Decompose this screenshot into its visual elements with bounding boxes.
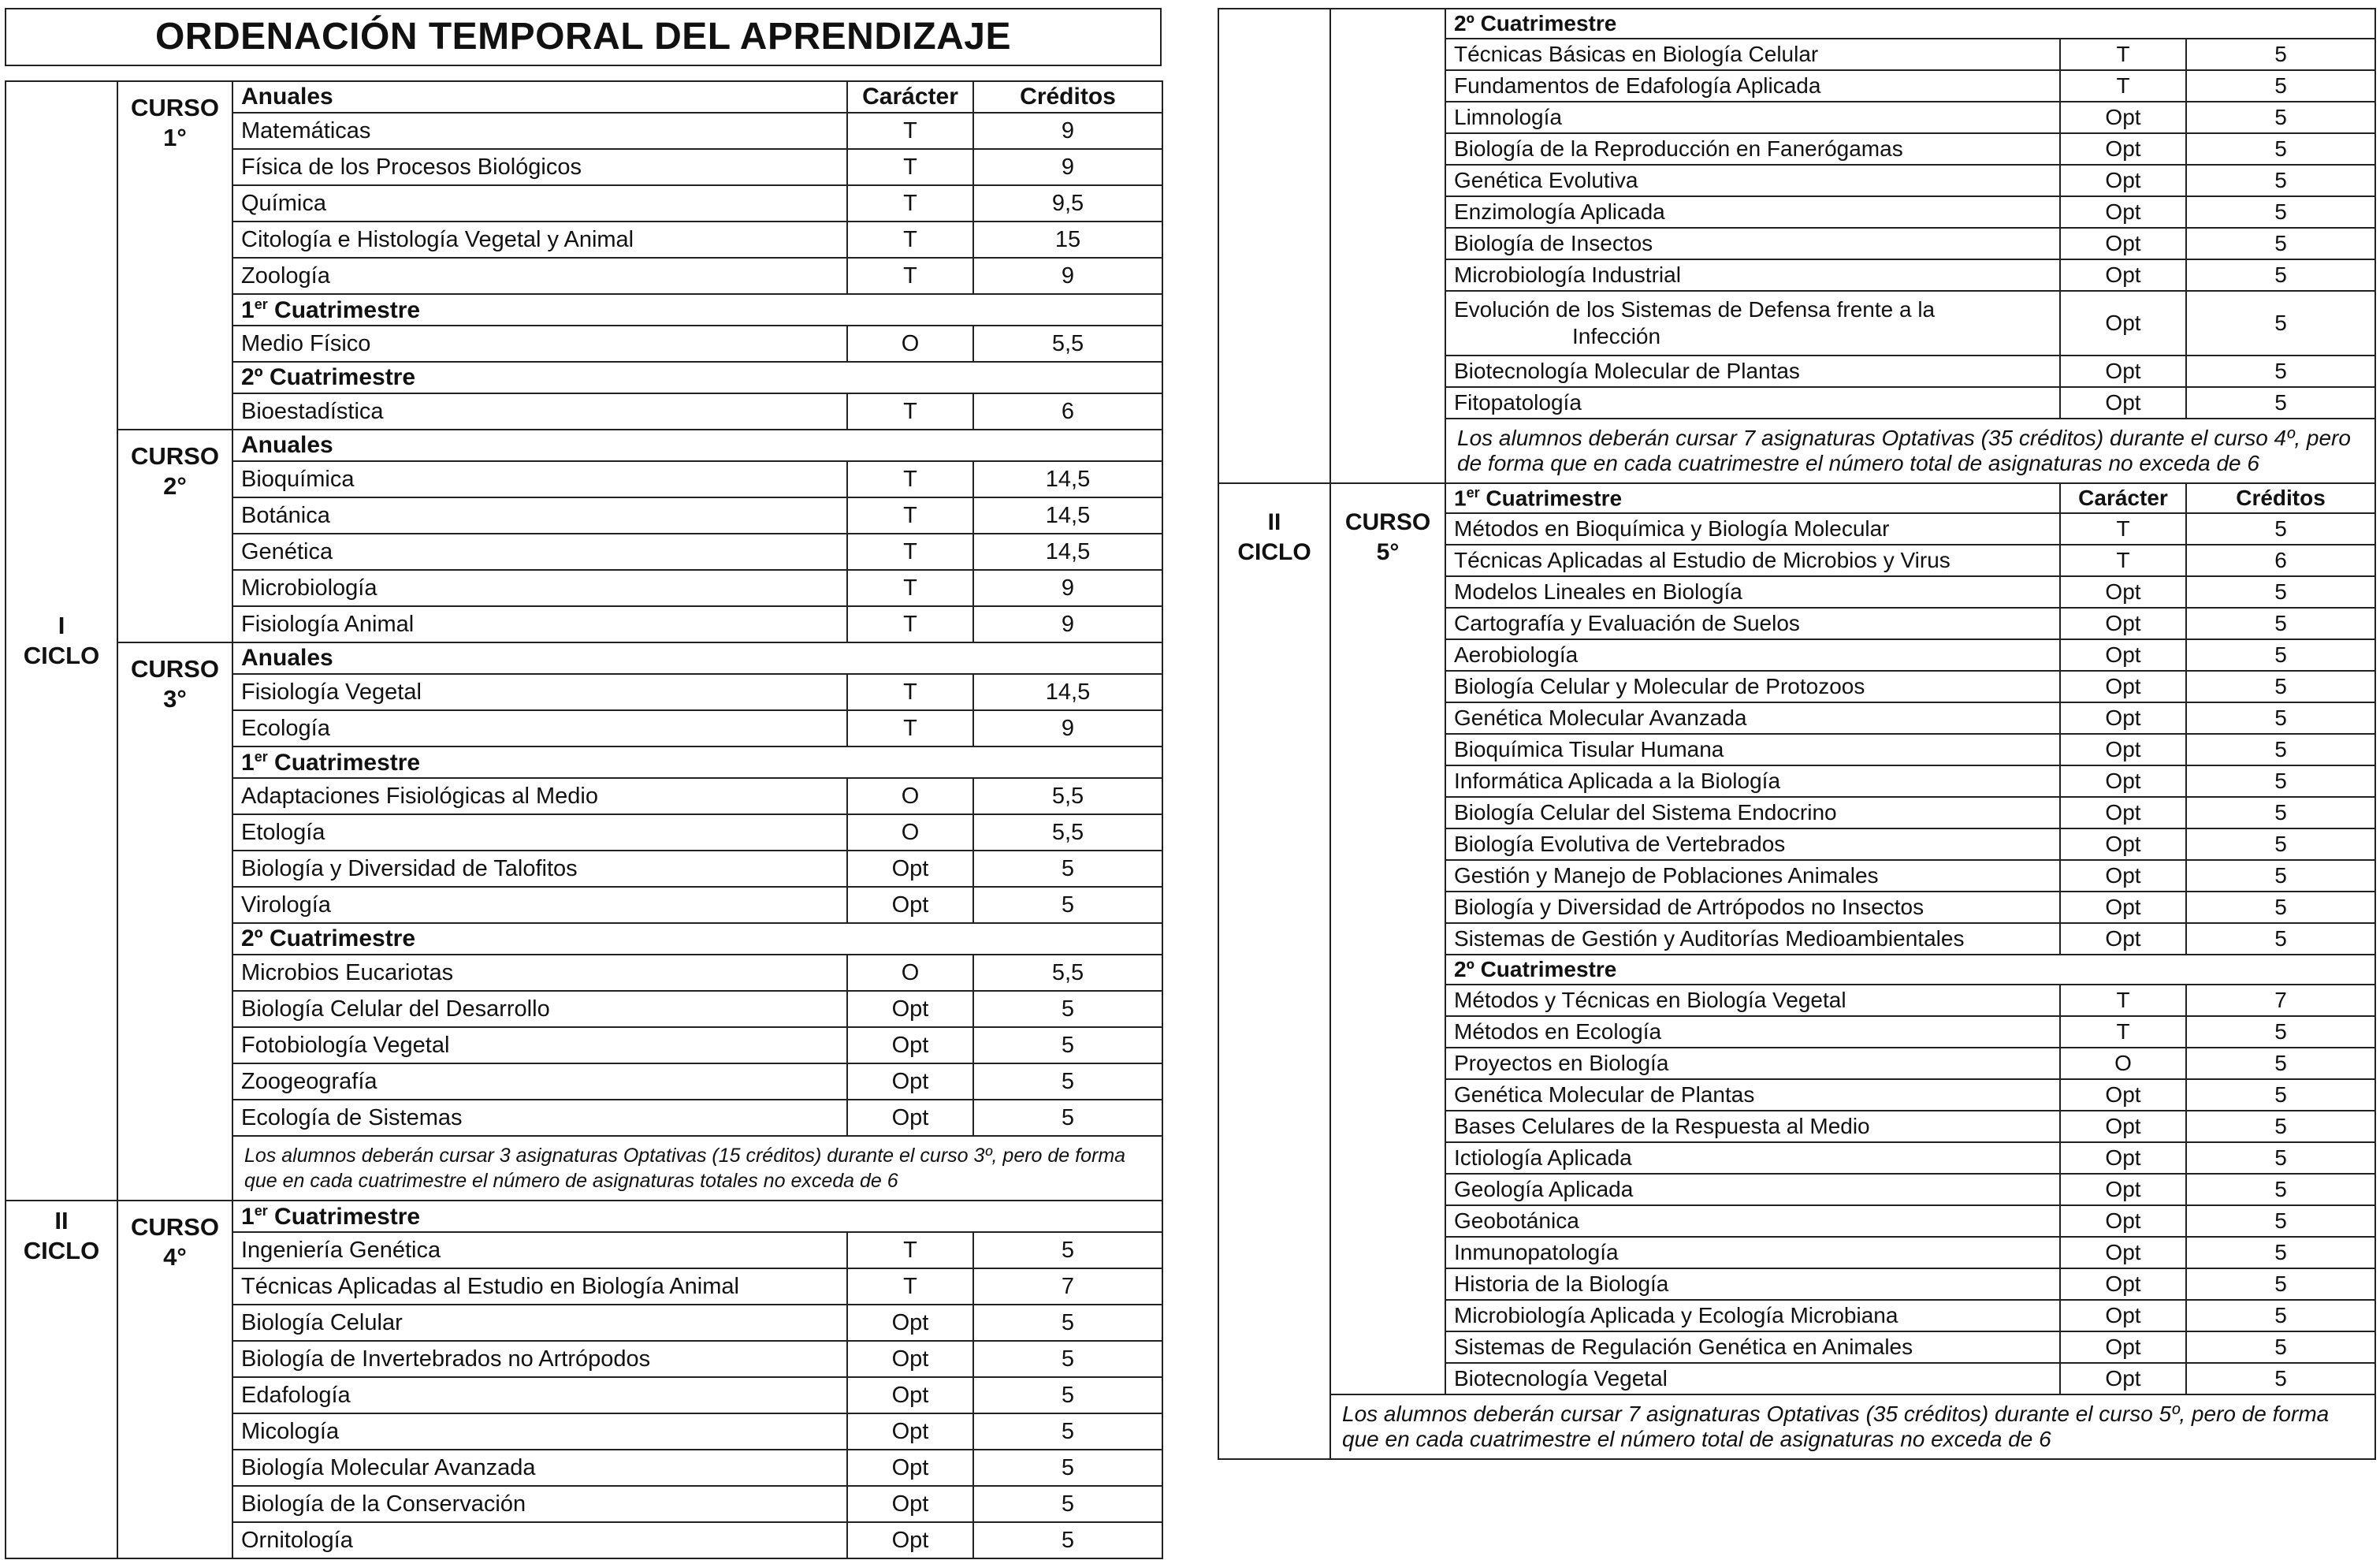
subject-caracter: Opt — [847, 1305, 973, 1341]
section-header-row — [1218, 483, 2375, 513]
curso-label: CURSO 2° — [117, 430, 232, 642]
subject-creditos: 5 — [2186, 702, 2375, 734]
subject-name: Biología Evolutiva de Vertebrados — [1445, 828, 2060, 860]
subject-creditos: 9 — [973, 113, 1162, 149]
subject-caracter: Opt — [847, 1100, 973, 1136]
col-creditos-header: Créditos — [2186, 483, 2375, 513]
subject-caracter: Opt — [2060, 639, 2186, 671]
subject-caracter: O — [2060, 1048, 2186, 1079]
subject-name: Medio Físico — [232, 326, 847, 362]
section-header: 2º Cuatrimestre — [1445, 9, 2375, 39]
subject-name: Química — [232, 185, 847, 222]
subject-caracter: Opt — [2060, 102, 2186, 133]
subject-name: Fitopatología — [1445, 387, 2060, 419]
anuales-header-row — [6, 81, 1162, 113]
subject-creditos: 5 — [2186, 196, 2375, 228]
subject-creditos: 5 — [2186, 70, 2375, 102]
section-header: Anuales — [232, 430, 1162, 461]
subject-name: Biología y Diversidad de Artrópodos no Insectos — [1445, 892, 2060, 923]
section-header: 2º Cuatrimestre — [1445, 955, 2375, 985]
subject-caracter: T — [2060, 985, 2186, 1016]
col-caracter-header: Carácter — [847, 81, 973, 113]
subject-caracter: T — [2060, 39, 2186, 70]
subject-name: Microbiología — [232, 570, 847, 606]
subject-caracter: Opt — [2060, 196, 2186, 228]
subject-creditos: 9 — [973, 149, 1162, 185]
subject-creditos: 5 — [2186, 639, 2375, 671]
subject-caracter: T — [847, 1232, 973, 1268]
subject-caracter: T — [2060, 513, 2186, 545]
subject-caracter: Opt — [2060, 356, 2186, 387]
subject-name: Biología Celular — [232, 1305, 847, 1341]
subject-creditos: 5 — [973, 1486, 1162, 1522]
subject-creditos: 5 — [2186, 797, 2375, 828]
subject-creditos: 5 — [973, 1232, 1162, 1268]
subject-creditos: 5 — [2186, 165, 2375, 196]
subject-name: Bioquímica Tisular Humana — [1445, 734, 2060, 765]
subject-caracter: Opt — [2060, 860, 2186, 892]
subject-name: Genética Evolutiva — [1445, 165, 2060, 196]
section-header: 1er Cuatrimestre — [232, 746, 1162, 778]
subject-name: Ornitología — [232, 1522, 847, 1558]
curso-label: CURSO 1° — [117, 81, 232, 430]
subject-caracter: Opt — [2060, 734, 2186, 765]
subject-caracter: Opt — [2060, 828, 2186, 860]
subject-caracter: T — [2060, 1016, 2186, 1048]
subject-creditos: 7 — [973, 1268, 1162, 1305]
optativas-note: Los alumnos deberán cursar 7 asignaturas Optativas (35 créditos) durante el curso 4º, pero de forma que en cada cuatrimestre el número total de asignaturas no exceda de 6 — [1445, 419, 2375, 483]
subject-caracter: Opt — [847, 1522, 973, 1558]
subject-name: Biotecnología Molecular de Plantas — [1445, 356, 2060, 387]
subject-creditos: 5,5 — [973, 955, 1162, 991]
subject-creditos: 5 — [2186, 1205, 2375, 1237]
subject-caracter: Opt — [2060, 797, 2186, 828]
subject-name: Ecología — [232, 710, 847, 746]
subject-creditos: 5 — [2186, 1142, 2375, 1174]
subject-name: Modelos Lineales en Biología — [1445, 576, 2060, 608]
subject-name: Citología e Histología Vegetal y Animal — [232, 222, 847, 258]
subject-name: Biología de la Conservación — [232, 1486, 847, 1522]
subject-name: Aerobiología — [1445, 639, 2060, 671]
subject-creditos: 5 — [2186, 259, 2375, 291]
subject-name: Bioestadística — [232, 393, 847, 430]
subject-name: Fisiología Vegetal — [232, 674, 847, 710]
subject-caracter: Opt — [2060, 1079, 2186, 1111]
subject-name: Enzimología Aplicada — [1445, 196, 2060, 228]
subject-creditos: 14,5 — [973, 674, 1162, 710]
section-header: 1er Cuatrimestre — [1445, 483, 2060, 513]
subject-creditos: 5 — [2186, 765, 2375, 797]
subject-creditos: 5 — [2186, 291, 2375, 356]
subject-creditos: 5 — [973, 1450, 1162, 1486]
ciclo-continuation — [1218, 9, 1330, 483]
subject-name: Bases Celulares de la Respuesta al Medio — [1445, 1111, 2060, 1142]
subject-caracter: Opt — [2060, 1268, 2186, 1300]
section-header: 1er Cuatrimestre — [232, 1201, 1162, 1232]
section-header-row — [1218, 9, 2375, 39]
anuales-header-row — [6, 430, 1162, 461]
subject-creditos: 9 — [973, 710, 1162, 746]
subject-creditos: 5 — [2186, 1048, 2375, 1079]
subject-name: Métodos en Ecología — [1445, 1016, 2060, 1048]
subject-caracter: Opt — [2060, 671, 2186, 702]
subject-name: Técnicas Aplicadas al Estudio en Biología Animal — [232, 1268, 847, 1305]
anuales-header-row — [6, 642, 1162, 674]
subject-creditos: 5 — [2186, 228, 2375, 259]
subject-caracter: Opt — [2060, 1111, 2186, 1142]
subject-caracter: Opt — [2060, 1205, 2186, 1237]
subject-creditos: 6 — [973, 393, 1162, 430]
subject-caracter: T — [847, 710, 973, 746]
subject-caracter: Opt — [2060, 259, 2186, 291]
subject-creditos: 5 — [2186, 860, 2375, 892]
subject-name: Bioquímica — [232, 461, 847, 497]
curso-continuation — [1330, 9, 1445, 483]
subject-name: Virología — [232, 887, 847, 923]
subject-name: Biología de Insectos — [1445, 228, 2060, 259]
subject-creditos: 5 — [2186, 671, 2375, 702]
subject-caracter: T — [847, 606, 973, 642]
subject-creditos: 6 — [2186, 545, 2375, 576]
subject-caracter: O — [847, 955, 973, 991]
curriculum-table-left — [5, 80, 1163, 1559]
subject-creditos: 5 — [2186, 576, 2375, 608]
subject-caracter: T — [847, 1268, 973, 1305]
subject-creditos: 5 — [973, 1027, 1162, 1063]
subject-name: Ingeniería Genética — [232, 1232, 847, 1268]
subject-name: Biología Celular y Molecular de Protozoos — [1445, 671, 2060, 702]
subject-creditos: 5 — [2186, 734, 2375, 765]
subject-name: Ictiología Aplicada — [1445, 1142, 2060, 1174]
subject-name: Evolución de los Sistemas de Defensa frente a la Infección — [1445, 291, 2060, 356]
subject-caracter: T — [847, 570, 973, 606]
curso-label: CURSO 4° — [117, 1201, 232, 1558]
subject-name: Biología de la Reproducción en Fanerógamas — [1445, 133, 2060, 165]
subject-name: Sistemas de Gestión y Auditorías Medioambientales — [1445, 923, 2060, 955]
subject-name: Botánica — [232, 497, 847, 534]
subject-caracter: T — [847, 674, 973, 710]
subject-caracter: T — [847, 185, 973, 222]
subject-creditos: 5 — [2186, 39, 2375, 70]
subject-creditos: 5 — [973, 1305, 1162, 1341]
subject-creditos: 5 — [2186, 1300, 2375, 1331]
subject-name: Micología — [232, 1413, 847, 1450]
col-caracter-header: Carácter — [2060, 483, 2186, 513]
section-header-row — [6, 1201, 1162, 1232]
subject-name: Zoología — [232, 258, 847, 294]
subject-name: Edafología — [232, 1377, 847, 1413]
subject-name: Matemáticas — [232, 113, 847, 149]
subject-caracter: Opt — [847, 1377, 973, 1413]
subject-caracter: Opt — [2060, 765, 2186, 797]
subject-name: Biología Celular del Desarrollo — [232, 991, 847, 1027]
ciclo-label: I CICLO — [6, 81, 117, 1201]
subject-name: Biología Molecular Avanzada — [232, 1450, 847, 1486]
subject-name: Zoogeografía — [232, 1063, 847, 1100]
subject-name: Fundamentos de Edafología Aplicada — [1445, 70, 2060, 102]
subject-name: Microbios Eucariotas — [232, 955, 847, 991]
subject-creditos: 5 — [973, 1100, 1162, 1136]
subject-caracter: Opt — [2060, 702, 2186, 734]
subject-caracter: T — [847, 222, 973, 258]
subject-caracter: T — [847, 113, 973, 149]
subject-creditos: 5,5 — [973, 814, 1162, 851]
subject-name: Fisiología Animal — [232, 606, 847, 642]
subject-caracter: T — [847, 393, 973, 430]
left-page — [5, 8, 1162, 1554]
subject-name: Cartografía y Evaluación de Suelos — [1445, 608, 2060, 639]
subject-name: Inmunopatología — [1445, 1237, 2060, 1268]
subject-name: Microbiología Aplicada y Ecología Microbiana — [1445, 1300, 2060, 1331]
subject-creditos: 7 — [2186, 985, 2375, 1016]
subject-caracter: O — [847, 326, 973, 362]
subject-caracter: Opt — [847, 1486, 973, 1522]
note-row — [1218, 1394, 2375, 1459]
subject-name: Biología de Invertebrados no Artrópodos — [232, 1341, 847, 1377]
subject-caracter: Opt — [847, 851, 973, 887]
section-header: 2º Cuatrimestre — [232, 362, 1162, 393]
subject-creditos: 5 — [2186, 892, 2375, 923]
subject-creditos: 5 — [2186, 513, 2375, 545]
subject-caracter: Opt — [847, 1341, 973, 1377]
subject-caracter: Opt — [2060, 1142, 2186, 1174]
subject-creditos: 5 — [2186, 1016, 2375, 1048]
subject-caracter: Opt — [2060, 165, 2186, 196]
subject-creditos: 5 — [2186, 608, 2375, 639]
subject-name: Genética Molecular de Plantas — [1445, 1079, 2060, 1111]
subject-name: Biología Celular del Sistema Endocrino — [1445, 797, 2060, 828]
subject-caracter: T — [2060, 70, 2186, 102]
subject-caracter: Opt — [2060, 133, 2186, 165]
subject-caracter: Opt — [2060, 576, 2186, 608]
subject-caracter: Opt — [2060, 1237, 2186, 1268]
subject-caracter: Opt — [847, 1450, 973, 1486]
section-header: Anuales — [232, 81, 847, 113]
subject-creditos: 5 — [2186, 387, 2375, 419]
subject-name: Gestión y Manejo de Poblaciones Animales — [1445, 860, 2060, 892]
subject-creditos: 15 — [973, 222, 1162, 258]
subject-caracter: Opt — [2060, 923, 2186, 955]
subject-creditos: 9 — [973, 606, 1162, 642]
subject-caracter: Opt — [847, 1027, 973, 1063]
subject-name: Geobotánica — [1445, 1205, 2060, 1237]
subject-name: Sistemas de Regulación Genética en Animales — [1445, 1331, 2060, 1363]
subject-caracter: T — [847, 497, 973, 534]
curso-label: CURSO 5° — [1330, 483, 1445, 1394]
subject-name: Adaptaciones Fisiológicas al Medio — [232, 778, 847, 814]
subject-creditos: 5 — [973, 991, 1162, 1027]
subject-creditos: 5 — [2186, 1363, 2375, 1394]
page-title: ORDENACIÓN TEMPORAL DEL APRENDIZAJE — [5, 8, 1162, 66]
subject-caracter: Opt — [847, 887, 973, 923]
subject-creditos: 14,5 — [973, 461, 1162, 497]
subject-creditos: 14,5 — [973, 497, 1162, 534]
ciclo-label: II CICLO — [1218, 483, 1330, 1459]
subject-caracter: Opt — [2060, 1300, 2186, 1331]
subject-name: Técnicas Aplicadas al Estudio de Microbios y Virus — [1445, 545, 2060, 576]
subject-caracter: T — [847, 534, 973, 570]
subject-creditos: 5 — [2186, 1174, 2375, 1205]
subject-creditos: 9 — [973, 570, 1162, 606]
subject-caracter: Opt — [2060, 892, 2186, 923]
optativas-note: Los alumnos deberán cursar 7 asignaturas Optativas (35 créditos) durante el curso 5º, pero de forma que en cada cuatrimestre el número total de asignaturas no exceda de 6 — [1330, 1394, 2375, 1459]
subject-creditos: 5 — [2186, 828, 2375, 860]
subject-creditos: 5 — [2186, 1111, 2375, 1142]
subject-name: Biología y Diversidad de Talofitos — [232, 851, 847, 887]
ciclo-label: II CICLO — [6, 1201, 117, 1558]
subject-name: Proyectos en Biología — [1445, 1048, 2060, 1079]
subject-creditos: 5 — [973, 1522, 1162, 1558]
subject-caracter: Opt — [2060, 608, 2186, 639]
section-header: 1er Cuatrimestre — [232, 294, 1162, 326]
subject-caracter: Opt — [2060, 291, 2186, 356]
subject-name: Métodos en Bioquímica y Biología Molecular — [1445, 513, 2060, 545]
right-page — [1218, 8, 2374, 1545]
subject-creditos: 9 — [973, 258, 1162, 294]
section-header: 2º Cuatrimestre — [232, 923, 1162, 955]
subject-name: Etología — [232, 814, 847, 851]
subject-creditos: 5 — [2186, 356, 2375, 387]
subject-caracter: Opt — [2060, 1363, 2186, 1394]
subject-name: Geología Aplicada — [1445, 1174, 2060, 1205]
subject-creditos: 5,5 — [973, 326, 1162, 362]
subject-creditos: 5 — [973, 1341, 1162, 1377]
subject-name: Informática Aplicada a la Biología — [1445, 765, 2060, 797]
subject-caracter: Opt — [2060, 228, 2186, 259]
subject-name: Historia de la Biología — [1445, 1268, 2060, 1300]
subject-caracter: T — [2060, 545, 2186, 576]
subject-caracter: Opt — [2060, 387, 2186, 419]
subject-creditos: 5 — [973, 1413, 1162, 1450]
subject-caracter: T — [847, 461, 973, 497]
subject-creditos: 5 — [2186, 1079, 2375, 1111]
subject-caracter: T — [847, 258, 973, 294]
optativas-note: Los alumnos deberán cursar 3 asignaturas Optativas (15 créditos) durante el curso 3º, pero de forma que en cada cuatrimestre el número de asignaturas totales no exceda de 6 — [232, 1136, 1162, 1201]
subject-name: Métodos y Técnicas en Biología Vegetal — [1445, 985, 2060, 1016]
subject-creditos: 5 — [2186, 1237, 2375, 1268]
subject-name: Limnología — [1445, 102, 2060, 133]
subject-name: Genética Molecular Avanzada — [1445, 702, 2060, 734]
subject-creditos: 5 — [973, 1063, 1162, 1100]
subject-caracter: O — [847, 814, 973, 851]
subject-name: Ecología de Sistemas — [232, 1100, 847, 1136]
section-header: Anuales — [232, 642, 1162, 674]
subject-creditos: 5 — [2186, 923, 2375, 955]
subject-name: Física de los Procesos Biológicos — [232, 149, 847, 185]
subject-creditos: 5 — [2186, 133, 2375, 165]
subject-creditos: 5 — [2186, 102, 2375, 133]
subject-caracter: Opt — [2060, 1174, 2186, 1205]
subject-creditos: 5 — [973, 887, 1162, 923]
subject-creditos: 9,5 — [973, 185, 1162, 222]
subject-name: Genética — [232, 534, 847, 570]
subject-creditos: 14,5 — [973, 534, 1162, 570]
subject-caracter: Opt — [847, 1413, 973, 1450]
subject-caracter: Opt — [2060, 1331, 2186, 1363]
subject-name: Microbiología Industrial — [1445, 259, 2060, 291]
subject-caracter: Opt — [847, 1063, 973, 1100]
subject-caracter: Opt — [847, 991, 973, 1027]
subject-creditos: 5 — [973, 1377, 1162, 1413]
subject-name: Fotobiología Vegetal — [232, 1027, 847, 1063]
subject-creditos: 5 — [973, 851, 1162, 887]
col-creditos-header: Créditos — [973, 81, 1162, 113]
subject-creditos: 5,5 — [973, 778, 1162, 814]
curriculum-table-right — [1218, 8, 2376, 1460]
subject-caracter: O — [847, 778, 973, 814]
subject-creditos: 5 — [2186, 1331, 2375, 1363]
curso-label: CURSO 3° — [117, 642, 232, 1201]
subject-creditos: 5 — [2186, 1268, 2375, 1300]
subject-name: Técnicas Básicas en Biología Celular — [1445, 39, 2060, 70]
subject-caracter: T — [847, 149, 973, 185]
subject-name: Biotecnología Vegetal — [1445, 1363, 2060, 1394]
